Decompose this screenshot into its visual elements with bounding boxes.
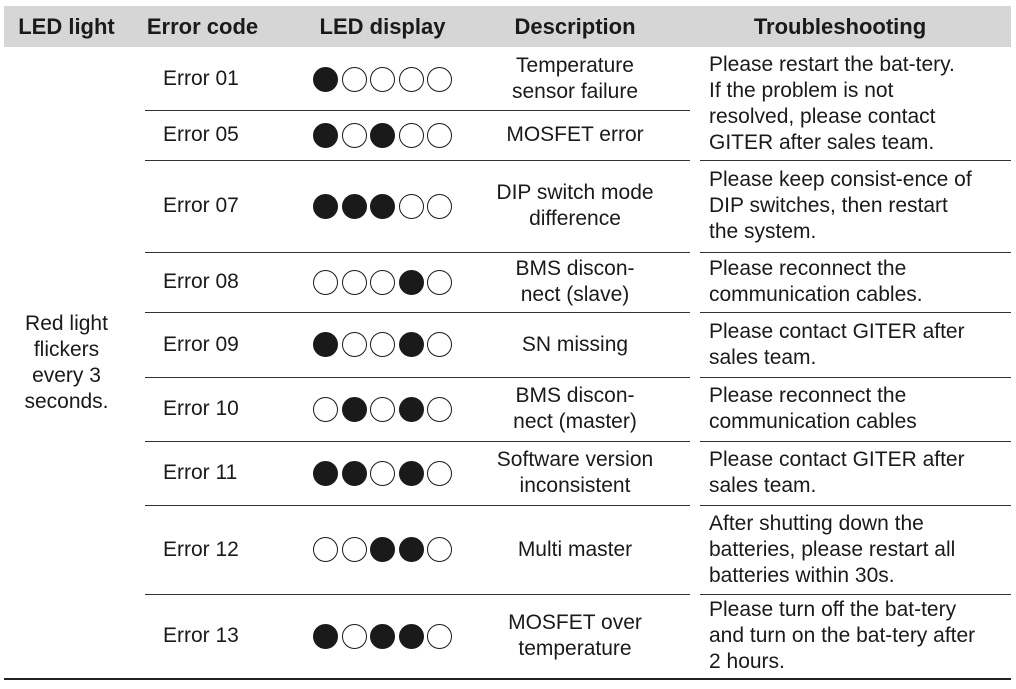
error-code <box>163 252 283 312</box>
troubleshooting-line: Please turn off the bat-tery <box>709 598 957 621</box>
description <box>480 312 670 377</box>
led-display <box>313 461 456 486</box>
error-code-text: Error 11 <box>163 461 238 484</box>
troubleshooting <box>709 377 1009 441</box>
led-on-icon <box>370 537 395 562</box>
led-off-icon <box>370 397 395 422</box>
led-off-icon <box>427 332 452 357</box>
led-on-icon <box>399 270 424 295</box>
error-code <box>163 594 283 678</box>
error-code <box>163 505 283 594</box>
led-off-icon <box>427 537 452 562</box>
led-off-icon <box>342 332 367 357</box>
error-code <box>163 110 283 160</box>
troubleshooting-line: resolved, please contact <box>709 105 936 128</box>
error-code-text: Error 10 <box>163 397 239 420</box>
led-light-line: flickers <box>33 338 100 361</box>
description <box>480 252 670 312</box>
description-line: MOSFET over <box>508 611 642 634</box>
led-off-icon <box>313 397 338 422</box>
troubleshooting <box>709 505 1009 594</box>
description-line: MOSFET error <box>506 123 644 146</box>
led-off-icon <box>313 270 338 295</box>
error-code-text: Error 01 <box>163 67 239 90</box>
led-off-icon <box>370 332 395 357</box>
description-line: temperature <box>518 637 632 660</box>
troubleshooting-line: sales team. <box>709 474 817 497</box>
led-off-icon <box>427 123 452 148</box>
led-off-icon <box>427 270 452 295</box>
header-troubleshooting: Troubleshooting <box>753 14 927 39</box>
led-light-line: every 3 <box>32 364 101 387</box>
led-off-icon <box>399 123 424 148</box>
led-off-icon <box>427 461 452 486</box>
description <box>480 110 670 160</box>
header-led-display: LED display <box>319 14 446 39</box>
troubleshooting <box>709 312 1009 377</box>
error-code <box>163 160 283 252</box>
led-on-icon <box>313 67 338 92</box>
troubleshooting-line: Please reconnect the <box>709 384 907 407</box>
error-code <box>163 312 283 377</box>
led-display <box>313 123 456 148</box>
troubleshooting-line: Please contact GITER after <box>709 319 965 343</box>
led-display <box>313 194 456 219</box>
led-off-icon <box>342 67 367 92</box>
led-on-icon <box>313 123 338 148</box>
description-line: Temperature <box>516 54 634 77</box>
troubleshooting-line: communication cables <box>709 410 917 433</box>
description <box>480 594 670 678</box>
description <box>480 377 670 441</box>
led-on-icon <box>342 397 367 422</box>
led-on-icon <box>399 461 424 486</box>
description-line: nect (slave) <box>520 283 630 306</box>
led-off-icon <box>342 537 367 562</box>
led-on-icon <box>370 624 395 649</box>
description <box>480 441 670 505</box>
error-code <box>163 377 283 441</box>
troubleshooting-line: Please reconnect the <box>709 257 907 280</box>
led-on-icon <box>399 332 424 357</box>
description <box>480 160 670 252</box>
led-display <box>313 67 456 92</box>
troubleshooting-line: batteries within 30s. <box>709 563 895 587</box>
led-on-icon <box>342 461 367 486</box>
error-code <box>163 48 283 110</box>
troubleshooting <box>709 48 1009 160</box>
led-on-icon <box>370 123 395 148</box>
troubleshooting <box>709 441 1009 505</box>
led-display <box>313 270 456 295</box>
led-off-icon <box>370 67 395 92</box>
led-display <box>313 537 456 562</box>
troubleshooting-line: and turn on the bat-tery after <box>709 624 976 647</box>
troubleshooting-line: the system. <box>709 220 817 243</box>
led-off-icon <box>370 461 395 486</box>
description-line: inconsistent <box>519 474 631 497</box>
description-line: Multi master <box>517 537 633 561</box>
troubleshooting <box>709 252 1009 312</box>
error-code-text: Error 08 <box>163 270 239 293</box>
led-on-icon <box>399 537 424 562</box>
header-description: Description <box>514 14 636 39</box>
led-on-icon <box>313 194 338 219</box>
led-off-icon <box>342 123 367 148</box>
led-off-icon <box>399 67 424 92</box>
led-off-icon <box>427 624 452 649</box>
description <box>480 505 670 594</box>
description-line: sensor failure <box>511 80 639 103</box>
table-bottom-border <box>4 678 1011 680</box>
led-light-line: Red light <box>25 312 108 335</box>
troubleshooting-line: Please contact GITER after <box>709 448 965 471</box>
description-line: Software version <box>496 448 654 471</box>
description-line: nect (master) <box>513 410 637 433</box>
troubleshooting-line: If the problem is not <box>709 79 894 102</box>
led-off-icon <box>342 270 367 295</box>
led-on-icon <box>313 624 338 649</box>
description-line: BMS discon- <box>515 257 635 280</box>
led-off-icon <box>427 194 452 219</box>
led-on-icon <box>342 194 367 219</box>
header-led-light: LED light <box>18 14 115 39</box>
led-on-icon <box>313 461 338 486</box>
troubleshooting-line: batteries, please restart all <box>709 537 956 561</box>
led-light-line: seconds. <box>24 390 109 413</box>
led-light-cell <box>4 48 129 678</box>
led-off-icon <box>427 67 452 92</box>
description-line: SN missing <box>521 332 629 356</box>
led-off-icon <box>427 397 452 422</box>
troubleshooting-line: After shutting down the <box>709 511 924 535</box>
led-on-icon <box>399 397 424 422</box>
error-code-text: Error 05 <box>163 123 239 146</box>
led-on-icon <box>399 624 424 649</box>
error-code <box>163 441 283 505</box>
error-code-text: Error 12 <box>163 537 239 561</box>
troubleshooting-line: Please keep consist-ence of <box>709 168 972 191</box>
led-on-icon <box>313 332 338 357</box>
description-line: BMS discon- <box>515 384 635 407</box>
led-display <box>313 624 456 649</box>
led-display <box>313 332 456 357</box>
troubleshooting-line: sales team. <box>709 345 817 369</box>
header-error-code: Error code <box>146 14 259 39</box>
troubleshooting-line: communication cables. <box>709 283 923 306</box>
led-display <box>313 397 456 422</box>
description-line: difference <box>529 207 621 230</box>
troubleshooting-line: 2 hours. <box>709 650 785 673</box>
troubleshooting <box>709 160 1009 252</box>
led-off-icon <box>342 624 367 649</box>
troubleshooting-line: DIP switches, then restart <box>709 194 948 217</box>
troubleshooting-line: GITER after sales team. <box>709 131 935 154</box>
led-off-icon <box>399 194 424 219</box>
troubleshooting <box>709 594 1009 678</box>
led-on-icon <box>370 194 395 219</box>
error-code-text: Error 09 <box>163 332 239 356</box>
description-line: DIP switch mode <box>496 181 654 204</box>
description <box>480 48 670 110</box>
led-off-icon <box>313 537 338 562</box>
led-off-icon <box>370 270 395 295</box>
error-code-text: Error 07 <box>163 194 239 217</box>
troubleshooting-line: Please restart the bat-tery. <box>709 53 955 76</box>
error-code-text: Error 13 <box>163 624 239 647</box>
